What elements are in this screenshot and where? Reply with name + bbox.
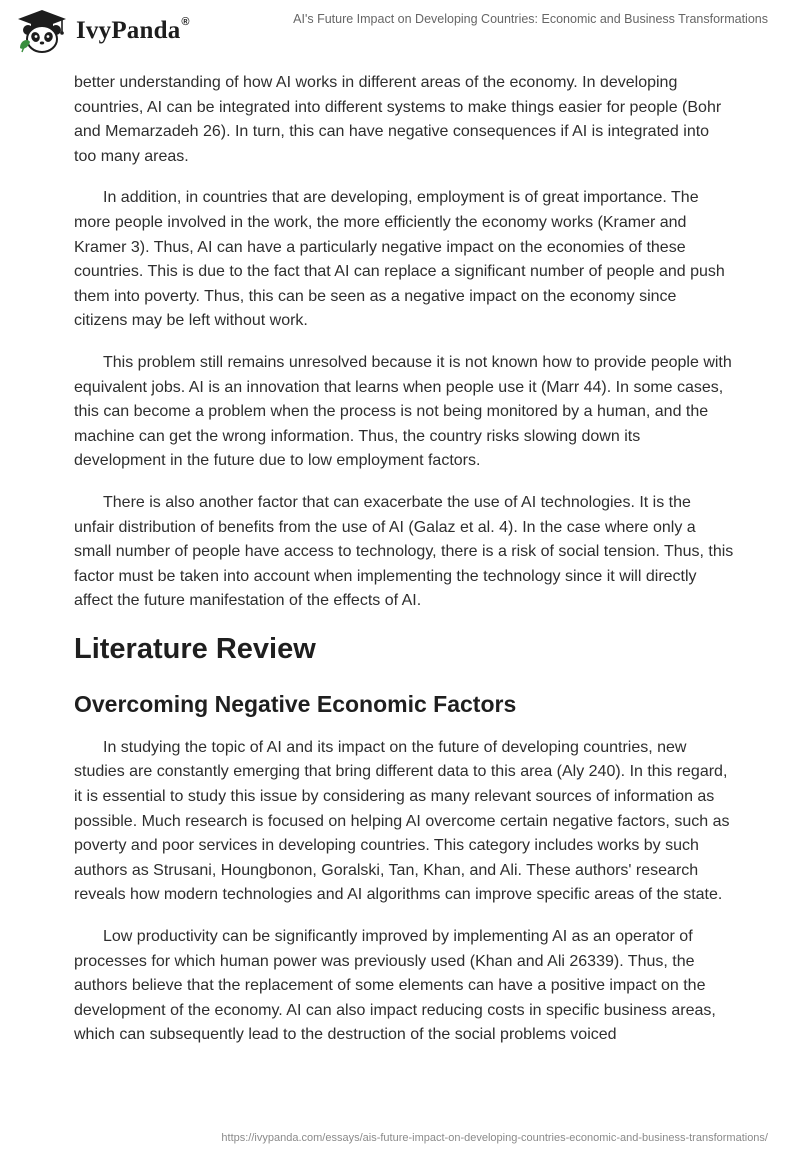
paragraph-1: better understanding of how AI works in different areas of the economy. In developing countries, AI can be integrated into different systems to make things easier for people (Bohr and Memarzadeh 26). In turn, this can have negative consequences if AI is integrated into too many areas. bbox=[74, 74, 722, 165]
document-title: AI's Future Impact on Developing Countries: Economic and Business Transformations bbox=[293, 12, 768, 26]
section-heading-literature-review: Literature Review bbox=[74, 632, 316, 665]
paragraph-2: In addition, in countries that are developing, employment is of great importance. The more people involved in the work, the more efficiently the economy works (Kramer and Kramer 3). Thus, AI can have a particularly negative impact on the economies of these countries. This is due to the fact that AI can replace a significant number of people and push them into poverty. Thus, this can be seen as a negative impact on the economy since citizens may be left without work. bbox=[74, 189, 725, 330]
panda-graduate-icon bbox=[14, 8, 70, 54]
paragraph-5: In studying the topic of AI and its impact on the future of developing countries, new studies are constantly emerging that bring different data to this area (Aly 240). In this regard, it is essential to study this issue by considering as many relevant sources of information as possible. Much research is focused on helping AI overcome certain negative factors, such as poverty and poor services in developing countries. This category includes works by such authors as Strusani, Houngbonon, Goralski, Tan, Khan, and Ali. These authors' research reveals how modern technologies and AI algorithms can improve specific areas of the state. bbox=[74, 738, 730, 904]
paragraph-3: This problem still remains unresolved because it is not known how to provide people with equivalent jobs. AI is an innovation that learns when people use it (Marr 44). In some cases, this can become a problem when the process is not being monitored by a human, and the machine can get the wrong information. Thus, the country risks slowing down its development in the future due to low employment factors. bbox=[74, 353, 732, 470]
logo-text: IvyPanda bbox=[76, 17, 181, 44]
logo-wordmark bbox=[76, 17, 190, 45]
paragraph-4: There is also another factor that can exacerbate the use of AI technologies. It is the unfair distribution of benefits from the use of AI (Galaz et al. 4). In the case where only a small number of people have access to technology, there is a risk of social tension. Thus, this factor must be taken into account when implementing the technology since it will directly affect the future manifestation of the effects of AI. bbox=[74, 493, 734, 610]
page-header bbox=[0, 0, 800, 62]
registered-mark: ® bbox=[181, 15, 190, 28]
source-url[interactable]: https://ivypanda.com/essays/ais-future-impact-on-developing-countries-economic-and-business-transformations/ bbox=[221, 1132, 768, 1144]
subsection-heading-overcoming-negative-factors: Overcoming Negative Economic Factors bbox=[74, 690, 517, 717]
ivypanda-logo[interactable] bbox=[14, 8, 190, 54]
essay-content bbox=[74, 71, 734, 1065]
paragraph-6: Low productivity can be significantly improved by implementing AI as an operator of processes for which human power was previously used (Khan and Ali 26339). Thus, the authors believe that the replacement of some elements can have a positive impact on the development of the economy. AI can also impact reducing costs in specific business areas, which can subsequently lead to the destruction of the social problems voiced bbox=[74, 928, 716, 1044]
